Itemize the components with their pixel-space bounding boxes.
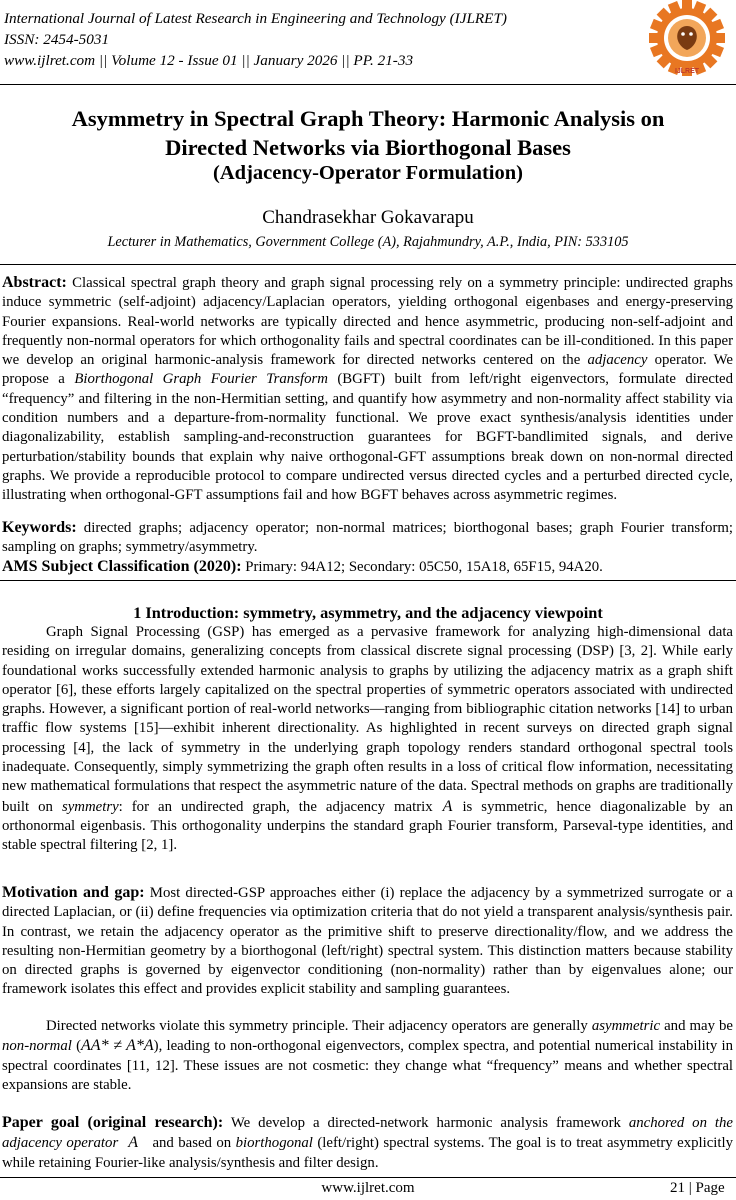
author-affiliation: Lecturer in Mathematics, Government College (A), Rajahmundry, A.P., India, PIN: 533105: [107, 234, 629, 250]
intro-paragraph-1: Graph Signal Processing (GSP) has emerged as a pervasive framework for analyzing high-dimensional data residing on irregular domains, generalizing concepts from classical discrete signal processing (DSP) [3, 2]. While early foundational works successfully extended harmonic analysis to graphs by utilizing the adjacency matrix as a graph shift operator [6], these efforts largely capitalized on the spectral properties of symmetric operators associated with undirected graphs. However, a significant portion of real-world networks—ranging from bibliographic citation networks [14] to urban traffic flow systems [15]—exhibit inherent directionality. As highlighted in recent surveys on directed graph signal processing [4], the lack of symmetry in the underlying graph topology renders standard orthogonal spectral tools inadequate. Consequently, simply symmetrizing the graph often results in a loss of critical flow information, necessitating new mathematical formulations that respect the asymmetric nature of the data. Spectral methods on graphs are traditionally built on symmetry: for an undirected graph, the adjacency matrix A is symmetric, hence diagonalizable by an orthonormal eigenbasis. This orthogonality underpins the standard graph Fourier transform, Parseval-type identities, and stable spectral filtering [2, 1].: [2, 624, 734, 854]
title-line-2: Directed Networks via Biorthogonal Bases: [165, 135, 571, 160]
header-rule: [0, 84, 736, 85]
journal-header: [4, 8, 507, 71]
abstract-top-rule: [0, 264, 736, 265]
keywords-label: Keywords:: [2, 519, 77, 536]
goal-label: Paper goal (original research):: [2, 1114, 224, 1131]
journal-name: International Journal of Latest Research in Engineering and Technology (IJLRET): [4, 10, 507, 27]
author-name: Chandrasekhar Gokavarapu: [262, 207, 474, 228]
footer-rule: [0, 1177, 736, 1178]
svg-text:IJLRET: IJLRET: [674, 68, 700, 75]
paper-goal-paragraph: Paper goal (original research): We develop a directed-network harmonic analysis framework anchored on the adjacency operator A and based on biorthogonal (left/right) spectral systems. The goal is to treat asymmetry explicitly while retaining Fourier-like analysis/synthesis and filter design.: [2, 1114, 734, 1171]
ams-label: AMS Subject Classification (2020):: [2, 558, 242, 575]
page-number: 21 | Page: [670, 1180, 725, 1196]
abstract-label: Abstract:: [2, 274, 67, 291]
paper-subtitle: (Adjacency-Operator Formulation): [213, 162, 523, 184]
intro-paragraph-3: Directed networks violate this symmetry principle. Their adjacency operators are generally asymmetric and may be non-normal (AA* ≠ A*A), leading to non-orthogonal eigenvectors, complex spectra, and potential numerical instability in spectral coordinates [11, 12]. These issues are not cosmetic: they change what “frequency” means and whether spectral expansions are stable.: [2, 1018, 733, 1093]
issn: ISSN: 2454-5031: [4, 31, 110, 48]
math-A-goal: A: [128, 1134, 138, 1152]
section-heading: 1 Introduction: symmetry, asymmetry, and the adjacency viewpoint: [133, 603, 603, 622]
motivation-label: Motivation and gap:: [2, 884, 145, 901]
abstract: Abstract: Classical spectral graph theory and graph signal processing rely on a symmetry principle: undirected graphs induce symmetric (self-adjoint) adjacency/Laplacian operators, yielding orthogonal eigenbases and energy-preserving Fourier expansions. Real-world networks are typically directed and hence asymmetric, producing non-self-adjoint and frequently non-normal operators for which orthogonality fails and spectral coordinates can be ill-conditioned. In this paper we develop an original harmonic-analysis framework for directed networks centered on the adjacency operator. We propose a Biorthogonal Graph Fourier Transform (BGFT) built from left/right eigenvectors, formulate directed “frequency” and filtering in the non-Hermitian setting, and quantify how asymmetry and non-normality affect stability via condition numbers and a departure-from-normality functional. We prove exact synthesis/analysis identities under diagonalizability, establish sampling-and-reconstruction guarantees for BGFT-bandlimited signals, and derive perturbation/stability bounds that explain why naive orthogonal-GFT assumptions break down on non-normal directed graphs. We provide a reproducible protocol to compare undirected versus directed cycles and a perturbed directed cycle, illustrating when orthogonal-GFT assumptions fail and how BGFT behaves across asymmetric regimes.: [2, 274, 733, 504]
keywords: Keywords: directed graphs; adjacency operator; non-normal matrices; biorthogonal bases; graph Fourier transform; sampling on graphs; symmetry/asymmetry.: [2, 519, 733, 556]
title-line-1: Asymmetry in Spectral Graph Theory: Harmonic Analysis on: [71, 106, 665, 131]
footer-url: www.ijlret.com: [321, 1180, 415, 1196]
journal-logo: [648, 0, 726, 80]
ams-classification: AMS Subject Classification (2020): Primary: 94A12; Secondary: 05C50, 15A18, 65F15, 94A20.: [2, 558, 603, 575]
abstract-bottom-rule: [0, 580, 736, 581]
motivation-paragraph: Motivation and gap: Most directed-GSP approaches either (i) replace the adjacency by a symmetrized surrogate or a directed Laplacian, or (ii) define frequencies via optimization criteria that do not yield a transparent analysis/synthesis pair. In contrast, we retain the adjacency operator as the primitive shift to preserve directionality/flow, and we address the resulting non-Hermitian geometry by a biorthogonal (left/right) spectral system. This distinction matters because stability on directed graphs is governed by eigenvector conditioning (non-normality) rather than by eigenvalues alone; our framework isolates this effect and provides explicit stability and sampling guarantees.: [2, 884, 733, 998]
math-A: A: [442, 797, 453, 815]
volume-line: www.ijlret.com || Volume 12 - Issue 01 || January 2026 || PP. 21-33: [4, 52, 414, 69]
math-non-normal: AA* ≠ A*A: [81, 1037, 154, 1055]
paper-title: [0, 104, 736, 162]
